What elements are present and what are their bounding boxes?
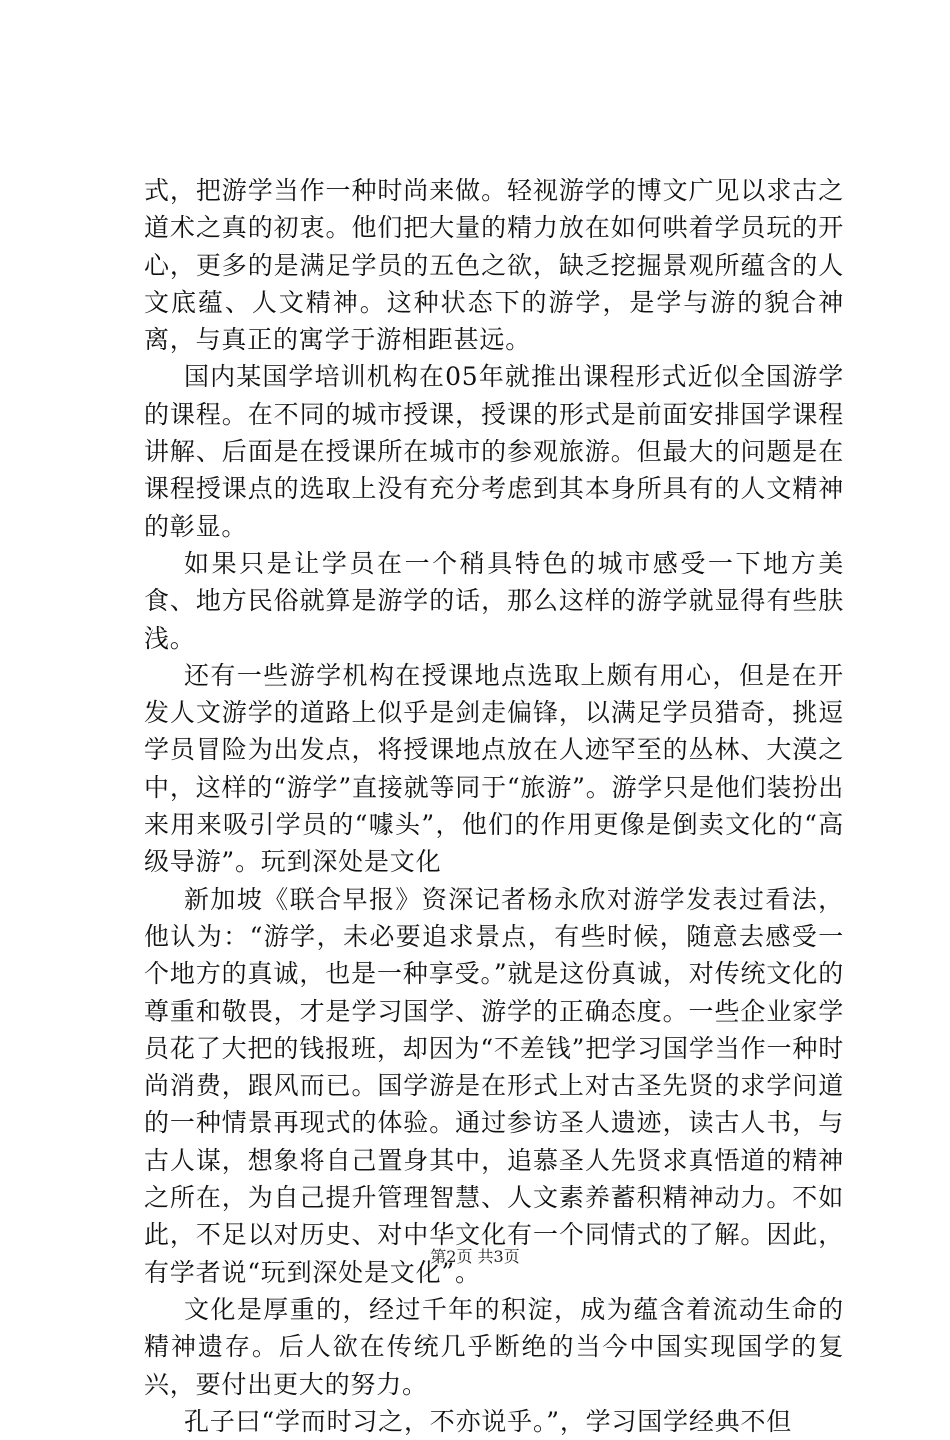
paragraph: 文化是厚重的，经过千年的积淀，成为蕴含着流动生命的精神遗存。后人欲在传统几乎断绝的当今中国实现国学的复兴，要付出更大的努力。	[144, 1294, 844, 1399]
page-number-footer: 第2页 共3页	[430, 1247, 520, 1266]
paragraph: 如果只是让学员在一个稍具特色的城市感受一下地方美食、地方民俗就算是游学的话，那么这样的游学就显得有些肤浅。	[144, 548, 844, 653]
paragraph: 新加坡《联合早报》资深记者杨永欣对游学发表过看法，他认为：“游学，未必要追求景点，有些时候，随意去感受一个地方的真诚，也是一种享受。”就是这份真诚，对传统文化的尊重和敬畏，才是学习国学、游学的正确态度。一些企业家学员花了大把的钱报班，却因为“不差钱”把学习国学当作一种时尚消费，跟风而已。国学游是在形式上对古圣先贤的求学问道的一种情景再现式的体验。通过参访圣人遗迹，读古人书，与古人谋，想象将自己置身其中，追慕圣人先贤求真悟道的精神之所在，为自己提升管理智慧、人文素养蓄积精神动力。不如此，不足以对历史、对中华文化有一个同情式的了解。因此，有学者说“玩到深处是文化”。	[144, 884, 844, 1287]
paragraph: 国内某国学培训机构在05年就推出课程形式近似全国游学的课程。在不同的城市授课，授课的形式是前面安排国学课程讲解、后面是在授课所在城市的参观旅游。但最大的问题是在课程授课点的选取上没有充分考虑到其本身所具有的人文精神的彰显。	[144, 362, 844, 541]
paragraph: 还有一些游学机构在授课地点选取上颇有用心，但是在开发人文游学的道路上似乎是剑走偏锋，以满足学员猎奇，挑逗学员冒险为出发点，将授课地点放在人迹罕至的丛林、大漠之中，这样的“游学”直接就等同于“旅游”。游学只是他们装扮出来用来吸引学员的“噱头”，他们的作用更像是倒卖文化的“高级导游”。玩到深处是文化	[144, 660, 844, 877]
paragraph: 孔子曰“学而时习之，不亦说乎。”，学习国学经典不但	[184, 1406, 793, 1436]
paragraph-continuation: 式，把游学当作一种时尚来做。轻视游学的博文广见以求古之道术之真的初衷。他们把大量的精力放在如何哄着学员玩的开心，更多的是满足学员的五色之欲，缺乏挖掘景观所蕴含的人文底蕴、人文精神。这种状态下的游学，是学与游的貌合神离，与真正的寓学于游相距甚远。	[144, 176, 844, 355]
